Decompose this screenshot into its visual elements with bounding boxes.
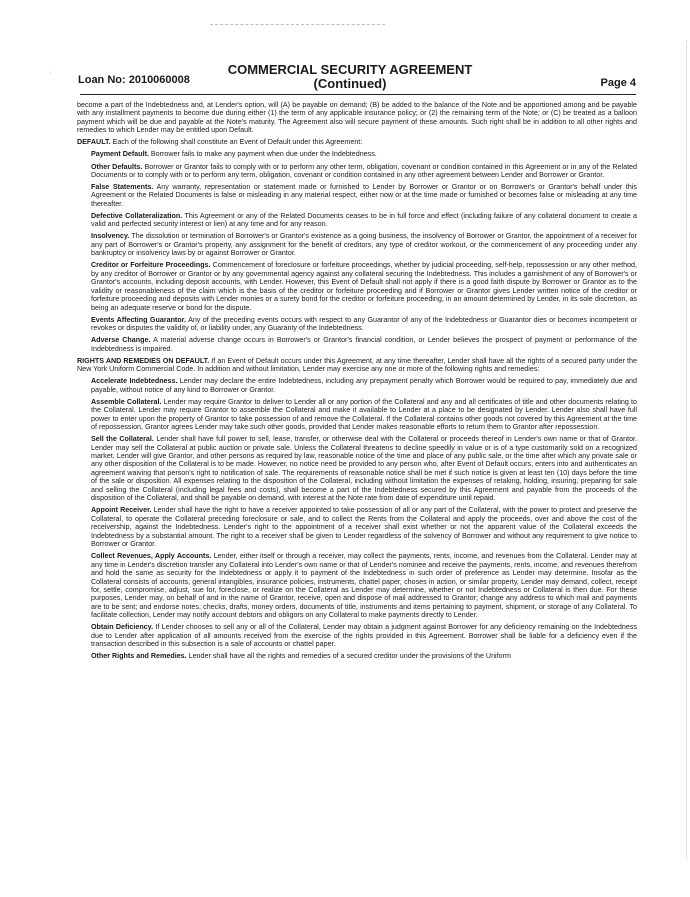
clause-insolvency [91,232,637,257]
section-heading: RIGHTS AND REMEDIES ON DEFAULT. [77,356,210,365]
paragraph-text: Lender shall have full power to sell, lease, transfer, or otherwise deal with the Collateral or proceeds thereof in Lender's own name or that of Grantor. Lender may sell the Collateral at public auction or private sale. Unless the Collateral threatens to decline speedily in value or is of a type customarily sold on a recognized market, Lender will give Grantor, and other persons as required by law, reasonable notice of the time and place of any public sale, or the time after which any private sale or any other disposition of the Collateral is to be made. However, no notice need be provided to any person who, after Event of Default occurs, enters into and authenticates an agreement waiving that person's right to notification of sale. The requirements of reasonable notice shall be met if such notice is given at least ten (10) days before the time of the sale or disposition. All expenses relating to the disposition of the Collateral, including without limitation the expenses of retaking, holding, insuring, preparing for sale and selling the Collateral (including legal fees and costs), shall become a part of the Indebtedness secured by this Agreement and payable from the proceeds of the disposition of the Collateral, and shall be payable on demand, with interest at the Note rate from date of expenditure until repaid. [91,435,638,503]
clause-heading: Assemble Collateral. [91,397,162,406]
scan-artifact-line [210,24,385,25]
clause-obtain-deficiency [91,623,637,648]
clause-other-rights-remedies [91,652,637,660]
paragraph-text: This Agreement or any of the Related Documents ceases to be in full force and effect (including failure of any collateral document to create a valid and perfected security interest or lien) at any time and for any reason. [91,211,638,229]
paragraph-text: Lender may declare the entire Indebtedness, including any prepayment penalty which Borrower would be required to pay, immediately due and payable, without notice of any kind to Borrower or Grantor. [91,377,637,394]
paragraph-text: A material adverse change occurs in Borrower's or Grantor's financial condition, or Lender believes the prospect of payment or performance of the Indebtedness is impaired. [91,336,637,353]
section-default [77,138,637,146]
document-title [220,63,480,91]
clause-heading: Sell the Collateral. [91,435,154,444]
paragraph-text: If an Event of Default occurs under this Agreement, at any time thereafter, Lender shall have all the rights of a secured party under the New York Uniform Commercial Code. In addition and without limitation, Lender may exercise any one or more of the following rights and remedies: [77,356,637,374]
scan-mark: ' [50,72,52,78]
paragraph-text: Any of the preceding events occurs with respect to any Guarantor of any of the Indebtedness or Guarantor dies or becomes incompetent or revokes or disputes the validity of, or liability under, any Guaranty of the Indebtedness. [91,315,637,333]
clause-heading: Adverse Change. [91,336,151,345]
clause-sell-collateral [91,435,637,503]
clause-heading: Other Rights and Remedies. [91,652,187,661]
paragraph-text: Borrower fails to make any payment when due under the Indebtedness. [148,150,377,159]
clause-events-affecting-guarantor [91,316,637,333]
clause-creditor-forfeiture [91,261,637,312]
clause-heading: Obtain Deficiency. [91,623,154,632]
paragraph-text: become a part of the Indebtedness and, at Lender's option, will (A) be payable on demand; (B) be added to the balance of the Note and be apportioned among and be payable with any installment payments to become due during either (1) the term of any applicable insurance policy; or (2) the remaining term of the Note; or (C) be treated as a balloon payment which will be due and payable at the Note's maturity. The Agreement also will secure payment of these amounts. Such right shall be in addition to all other rights and remedies to which Lender may be entitled upon Default. [77,101,637,135]
scan-edge [686,40,687,860]
section-rights-remedies [77,357,637,374]
paragraph-text: Each of the following shall constitute an Event of Default under this Agreement: [110,138,363,147]
paragraph-text: Borrower or Grantor fails to comply with or to perform any other term, obligation, covenant or condition contained in this Agreement or in any of the Related Documents or to comply with or to perform any term, obligation, covenant or condition contained in any other agreement between Lender and Borrower or Grantor. [91,162,638,179]
clause-adverse-change [91,336,637,353]
title-continued: (Continued) [313,76,387,91]
clause-other-defaults [91,163,637,180]
title-main: COMMERCIAL SECURITY AGREEMENT [227,62,473,77]
paragraph-continuation [77,101,637,135]
clause-heading: Appoint Receiver. [91,506,152,515]
clause-heading: Other Defaults. [91,162,143,171]
paragraph-text: Any warranty, representation or statement made or furnished to Lender by Borrower or Grantor or on Borrower's or Grantor's behalf under this Agreement or the Related Documents is false or misleading in any material respect, either now or at the time made or furnished or becomes false or misleading at any time thereafter. [91,183,637,208]
clause-heading: Defective Collateralization. [91,211,183,220]
clause-appoint-receiver [91,506,637,548]
header-rule [80,94,636,95]
clause-heading: Collect Revenues, Apply Accounts. [91,552,212,561]
paragraph-text: Lender, either itself or through a receiver, may collect the payments, rents, income, and revenues from the Collateral. Lender may at any time in Lender's discretion transfer any Collateral into Lender's own name or that of Lender's nominee and receive the payments, rents, income, and revenues therefrom and hold the same as security for the Indebtedness or apply it to payment of the Indebtedness in such order of preference as Lender may determine. Insofar as the Collateral consists of accounts, general intangibles, insurance policies, instruments, chattel paper, choses in action, or similar property, Lender may demand, collect, receipt for, settle, compromise, adjust, sue for, foreclose, or realize on the Collateral as Lender may determine, whether or not Indebtedness or Collateral is then due. For these purposes, Lender may, on behalf of and in the name of Grantor, receive, open and dispose of mail addressed to Grantor; change any address to which mail and payments are to be sent; and endorse notes, checks, drafts, money orders, documents of title, instruments and items pertaining to payment, shipment, or storage of any Collateral. To facilitate collection, Lender may notify account debtors and obligors on any Collateral to make payments directly to Lender. [91,552,637,620]
clause-defective-collateralization [91,212,637,229]
loan-number: Loan No: 2010060008 [78,74,190,86]
clause-accelerate-indebtedness [91,377,637,394]
paragraph-text: If Lender chooses to sell any or all of the Collateral, Lender may obtain a judgment against Borrower for any deficiency remaining on the Indebtedness due to Lender after application of all amounts received from the exercise of the rights provided in this Agreement. Borrower shall be liable for a deficiency even if the transaction described in this subsection is a sale of accounts or chattel paper. [91,623,637,649]
document-body [77,101,637,664]
paragraph-text: Lender shall have the right to have a receiver appointed to take possession of all or any part of the Collateral, with the power to protect and preserve the Collateral, to operate the Collateral preceding foreclosure or sale, and to collect the Rents from the Collateral and apply the proceeds, over and above the cost of the receivership, against the Indebtedness. Lender's right to the appointment of a receiver shall exist whether or not the apparent value of the Collateral exceeds the Indebtedness by a substantial amount. The right to a receiver shall be given to Lender regardless of the solvency of Borrower and without any requirement to give notice to Borrower or Grantor. [91,506,637,549]
paragraph-text: Lender shall have all the rights and remedies of a secured creditor under the provisions of the Uniform [186,652,511,661]
page-number: Page 4 [600,77,636,89]
clause-payment-default [91,150,637,158]
clause-heading: Insolvency. [91,232,130,241]
clause-assemble-collateral [91,398,637,432]
clause-heading: Creditor or Forfeiture Proceedings. [91,261,211,270]
clause-false-statements [91,183,637,208]
clause-heading: False Statements. [91,183,154,191]
clause-collect-revenues [91,552,637,620]
paragraph-text: Commencement of foreclosure or forfeiture proceedings, whether by judicial proceeding, self-help, repossession or any other method, by any creditor of Borrower or Grantor or by any governmental agency against any collateral securing the Indebtedness. This includes a garnishment of any of Borrower's or Grantor's accounts, including deposit accounts, with Lender. However, this Event of Default shall not apply if there is a good faith dispute by Borrower or Grantor as to the validity or reasonableness of the claim which is the basis of the creditor or forfeiture proceeding and if Borrower or Grantor gives Lender written notice of the creditor or forfeiture proceeding and deposits with Lender monies or a surety bond for the creditor or forfeiture proceeding, in an amount determined by Lender, in its sole discretion, as being an adequate reserve or bond for the dispute. [91,261,637,312]
paragraph-text: Lender may require Grantor to deliver to Lender all or any portion of the Collateral and any and all certificates of title and other documents relating to the Collateral. Lender may require Grantor to assemble the Collateral and make it available to Lender at a place to be designated by Lender. Lender also shall have full power to enter upon the property of Grantor to take possession of and remove the Collateral. If the Collateral contains other goods not covered by this Agreement at the time of repossession, Grantor agrees Lender may take such other goods, provided that Lender makes reasonable efforts to return them to Grantor after repossession. [91,397,637,432]
clause-heading: Payment Default. [91,150,149,159]
clause-heading: Events Affecting Guarantor. [91,315,187,324]
section-heading: DEFAULT. [77,138,111,147]
clause-heading: Accelerate Indebtedness. [91,377,178,386]
paragraph-text: The dissolution or termination of Borrower's or Grantor's existence as a going business, the insolvency of Borrower or Grantor, the appointment of a receiver for any part of Borrower's or Grantor's property, any assignment for the benefit of creditors, any type of creditor workout, or the commencement of any proceeding under any bankruptcy or insolvency laws by or against Borrower or Grantor. [91,232,637,258]
